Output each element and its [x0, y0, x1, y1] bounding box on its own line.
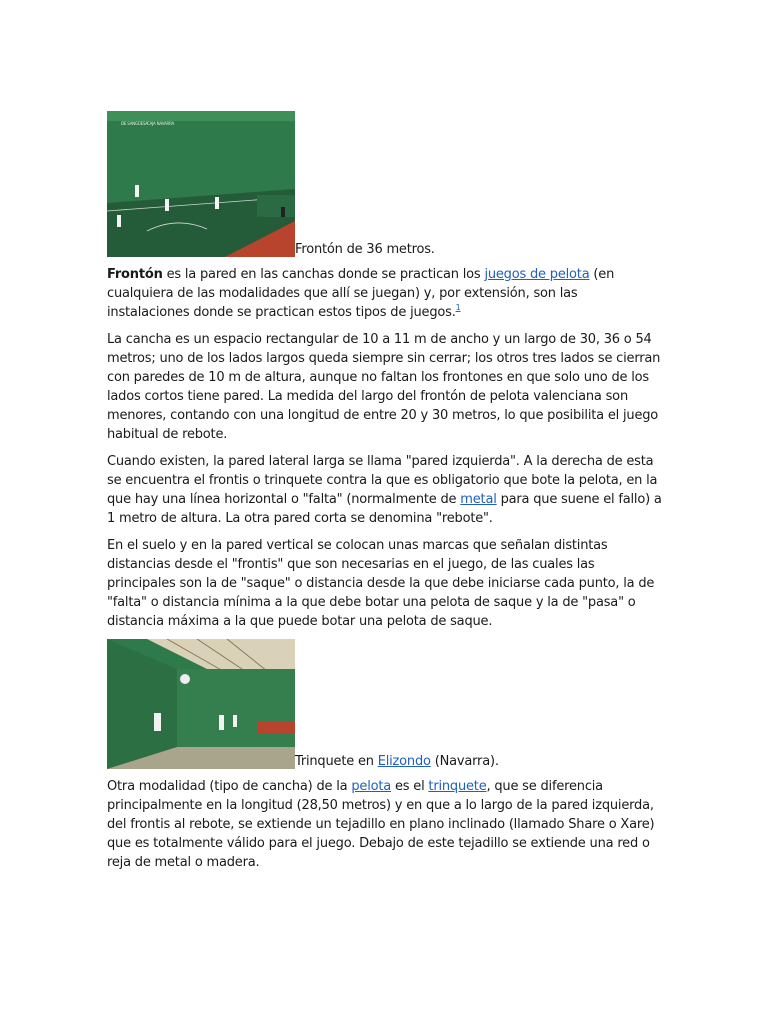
link-metal[interactable]: metal [460, 492, 497, 507]
figure-fronton [107, 111, 663, 257]
paragraph-4: En el suelo y en la pared vertical se colocan unas marcas que señalan distintas distancias desde el "frontis" que son necesarias en el juego, de las cuales las principales son la de "saque" o distancia desde la que debe iniciarse cada punto, la de "falta" o distancia mínima a la que debe botar una pelota de saque y la de "pasa" o distancia máxima a la que puede botar una pelota de saque. [107, 538, 655, 629]
paragraph-1: Frontón es la pared en las canchas donde se practican los juegos de pelota (en cualquiera de las modalidades que allí se juegan) y, por extensión, son las instalaciones donde se practican estos tipos de juegos.$^1$ [107, 267, 615, 320]
link-pelota[interactable]: pelota [351, 779, 392, 794]
figure-caption: Frontón de 36 metros. [295, 242, 435, 257]
paragraph-5: Otra modalidad (tipo de cancha) de la pelota es el trinquete, que se diferencia principalmente en la longitud (28,50 metros) y en que a lo largo de la pared izquierda, del frontis al rebote, se extiende un tejadillo en plano inclinado (llamado Share o Xare) que es totalmente válido para el juego. Debajo de este tejadillo se extiende una red o reja de metal o madera. [107, 779, 655, 870]
figure-caption-trinquete: Trinquete en Elizondo (Navarra). [295, 754, 499, 769]
article [107, 111, 663, 880]
link-juegos-de-pelota[interactable]: juegos de pelota [484, 267, 590, 282]
term-fronton: Frontón [107, 267, 163, 282]
paragraph-2: La cancha es un espacio rectangular de 10 a 11 m de ancho y un largo de 30, 36 o 54 metros; uno de los lados largos queda siempre sin cerrar; los otros tres lados se cierran con paredes de 10 m de altura, aunque no faltan los frontones en que solo uno de los lados cortos tiene pared. La medida del largo del frontón de pelota valenciana son menores, contando con una longitud de entre 20 y 30 metros, lo que posibilita el juego habitual de rebote. [107, 332, 661, 442]
figure-trinquete [107, 639, 663, 769]
footnote-1-link[interactable]: 1 [455, 302, 461, 312]
sign-text-2: CAJA NAVARRA [147, 121, 175, 126]
link-elizondo[interactable]: Elizondo [377, 754, 431, 769]
link-trinquete[interactable]: trinquete [428, 779, 487, 794]
trinquete-court-photo[interactable] [107, 639, 295, 769]
paragraph-3: Cuando existen, la pared lateral larga se llama "pared izquierda". A la derecha de esta se encuentra el frontis o trinquete contra la que es obligatorio que bote la pelota, en la que hay una línea horizontal o "falta" (normalmente de metal para que suene el fallo) a 1 metro de altura. La otra pared corta se denomina "rebote". [107, 454, 662, 526]
sign-text-1: DE SANGÜESA [121, 121, 148, 126]
fronton-court-photo[interactable] [107, 111, 295, 257]
